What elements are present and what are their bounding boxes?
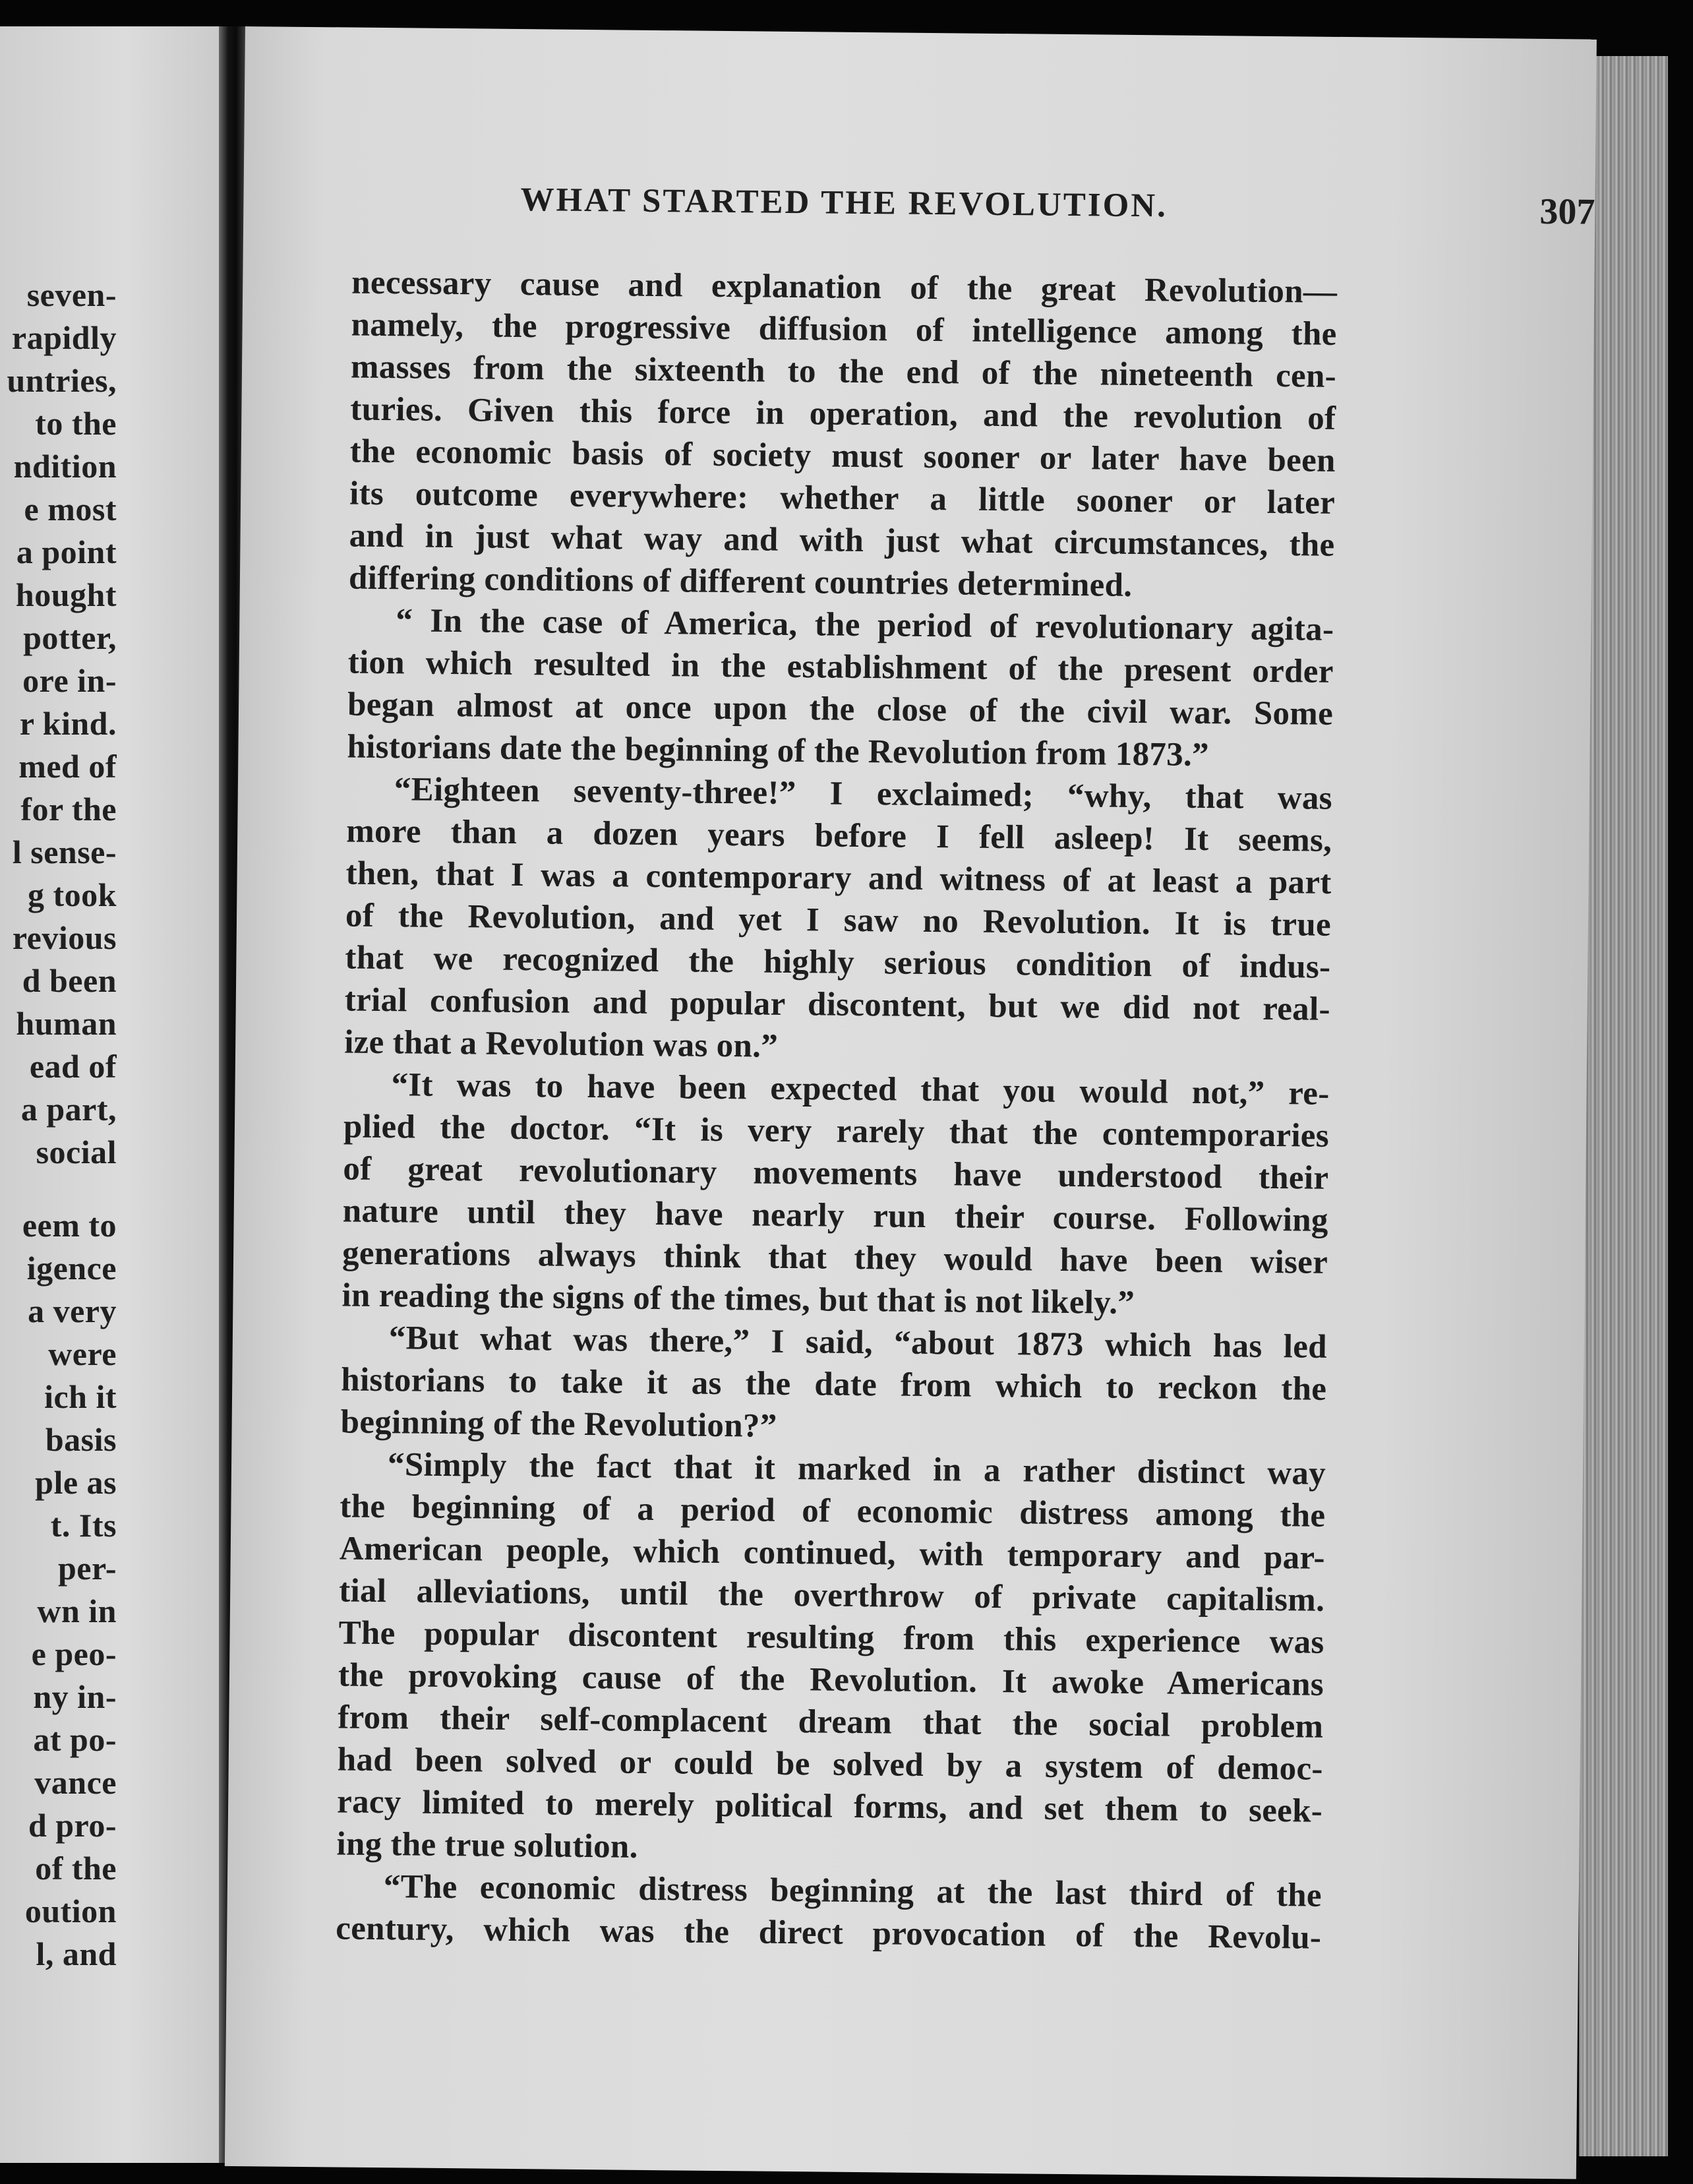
text-line-fragment: e peo-: [31, 1635, 117, 1672]
text-line: nature until they have nearly run their course. Following: [342, 1192, 1328, 1239]
previous-page-text-fragment: [7, 274, 117, 1976]
text-line: and in just what way and with just what circumstances, the: [349, 517, 1335, 564]
text-line-fragment: per-: [58, 1550, 117, 1587]
text-line: then, that I was a contemporary and witness of at least a part: [345, 855, 1332, 901]
text-line-fragment: human: [16, 1005, 117, 1042]
text-line-fragment: oution: [24, 1893, 117, 1929]
text-line: from their self-complacent dream that the social problem: [338, 1699, 1324, 1745]
text-line-fragment: a point: [16, 533, 117, 570]
current-page: [225, 26, 1597, 2179]
text-line-fragment: g took: [28, 876, 117, 913]
text-line: tion which resulted in the establishment of the present order: [347, 644, 1334, 690]
text-line-fragment: to the: [35, 405, 117, 442]
running-head: WHAT STARTED THE REVOLUTION.: [520, 181, 1168, 225]
previous-page: [0, 26, 227, 2163]
text-line-fragment: r kind.: [19, 705, 117, 742]
text-line: beginning of the Revolution?”: [340, 1403, 777, 1445]
text-line-fragment: med of: [18, 748, 117, 785]
text-line-fragment: seven-: [26, 276, 117, 313]
text-line: in reading the signs of the times, but that is not likely.”: [342, 1277, 1135, 1322]
text-line: masses from the sixteenth to the end of the nineteenth cen-: [350, 348, 1337, 395]
body-text: [336, 262, 1338, 1959]
text-line-fragment: hought: [15, 576, 117, 613]
text-line-fragment: revious: [12, 919, 117, 956]
text-line-fragment: l sense-: [12, 834, 117, 870]
page-header: [520, 181, 1595, 244]
text-line: plied the doctor. “It is very rarely that the contemporaries: [343, 1108, 1330, 1155]
text-line-fragment: eem to: [22, 1207, 117, 1244]
text-line-fragment: vance: [34, 1764, 117, 1801]
text-line-fragment: of the: [35, 1850, 117, 1887]
text-line: the economic basis of society must sooner or later have been: [349, 433, 1336, 479]
text-line-fragment: ple as: [35, 1464, 117, 1501]
text-line: trial confusion and popular discontent, but we did not real-: [344, 981, 1331, 1028]
text-line: turies. Given this force in operation, and the revolution of: [350, 390, 1336, 437]
text-line: generations always think that they would have been wiser: [342, 1234, 1328, 1281]
text-line: ing the true solution.: [336, 1825, 638, 1866]
text-line: that we recognized the highly serious condition of indus-: [345, 939, 1331, 986]
text-line-fragment: were: [48, 1335, 117, 1372]
text-line-fragment: social: [36, 1134, 117, 1170]
text-line-fragment: ead of: [29, 1048, 117, 1085]
text-line-fragment: ny in-: [33, 1678, 117, 1715]
text-line: namely, the progressive diffusion of intelligence among the: [351, 306, 1337, 353]
text-line: necessary cause and explanation of the great Revolution—: [351, 264, 1338, 311]
text-line: “It was to have been expected that you would not,” re-: [391, 1066, 1330, 1112]
text-line-fragment: untries,: [7, 362, 117, 399]
text-line-fragment: t. Its: [50, 1507, 117, 1544]
text-line: tial alleviations, until the overthrow of private capitalism.: [338, 1572, 1325, 1619]
text-line: of great revolutionary movements have understood their: [343, 1150, 1329, 1197]
text-line: “Eighteen seventy-three!” I exclaimed; “why, that was: [394, 771, 1333, 817]
text-line: “The economic distress beginning at the last third of the: [383, 1868, 1322, 1914]
text-line: century, which was the direct provocation of the Revolu-: [336, 1910, 1322, 1957]
text-line-fragment: at po-: [33, 1721, 117, 1758]
text-line-fragment: for the: [20, 791, 117, 828]
page-number: 307: [1539, 191, 1595, 233]
text-line: ize that a Revolution was on.”: [343, 1023, 779, 1065]
text-line: began almost at once upon the close of the civil war. Some: [347, 686, 1334, 733]
text-line-fragment: e most: [24, 491, 117, 528]
text-line-fragment: d been: [22, 962, 117, 999]
text-line-fragment: igence: [26, 1250, 117, 1287]
text-line: of the Revolution, and yet I saw no Revolution. It is true: [345, 897, 1332, 944]
text-line: historians date the beginning of the Revolution from 1873.”: [347, 728, 1210, 774]
text-line-fragment: ich it: [44, 1378, 117, 1415]
text-line-fragment: a part,: [20, 1091, 117, 1128]
text-line-fragment: ore in-: [22, 662, 117, 699]
text-line: “ In the case of America, the period of revolutionary agita-: [396, 602, 1334, 648]
text-line: the beginning of a period of economic distress among the: [340, 1488, 1326, 1534]
text-line-fragment: wn in: [37, 1592, 117, 1629]
text-line: American people, which continued, with temporary and par-: [339, 1530, 1326, 1577]
text-line: had been solved or could be solved by a system of democ-: [337, 1741, 1323, 1788]
text-line: “But what was there,” I said, “about 1873 which has led: [388, 1320, 1328, 1366]
text-line-fragment: basis: [45, 1421, 117, 1458]
text-line-fragment: ndition: [13, 448, 117, 485]
paragraph-gap: [7, 1174, 117, 1204]
text-line: more than a dozen years before I fell asleep! It seems,: [346, 812, 1332, 859]
text-line: differing conditions of different countries determined.: [348, 559, 1133, 604]
text-line-fragment: l, and: [36, 1935, 117, 1972]
text-line-fragment: d pro-: [28, 1807, 117, 1844]
text-line: “Simply the fact that it marked in a rather distinct way: [387, 1446, 1326, 1492]
text-line-fragment: rapidly: [11, 319, 117, 356]
text-line-fragment: potter,: [23, 619, 117, 656]
text-line: historians to take it as the date from which to reckon the: [341, 1361, 1327, 1408]
text-line: its outcome everywhere: whether a little sooner or later: [349, 475, 1336, 522]
text-line-fragment: a very: [28, 1292, 117, 1329]
text-line: racy limited to merely political forms, and set them to seek-: [336, 1783, 1323, 1830]
text-line: The popular discontent resulting from this experience was: [338, 1614, 1324, 1661]
text-line: the provoking cause of the Revolution. It awoke Americans: [338, 1656, 1324, 1703]
